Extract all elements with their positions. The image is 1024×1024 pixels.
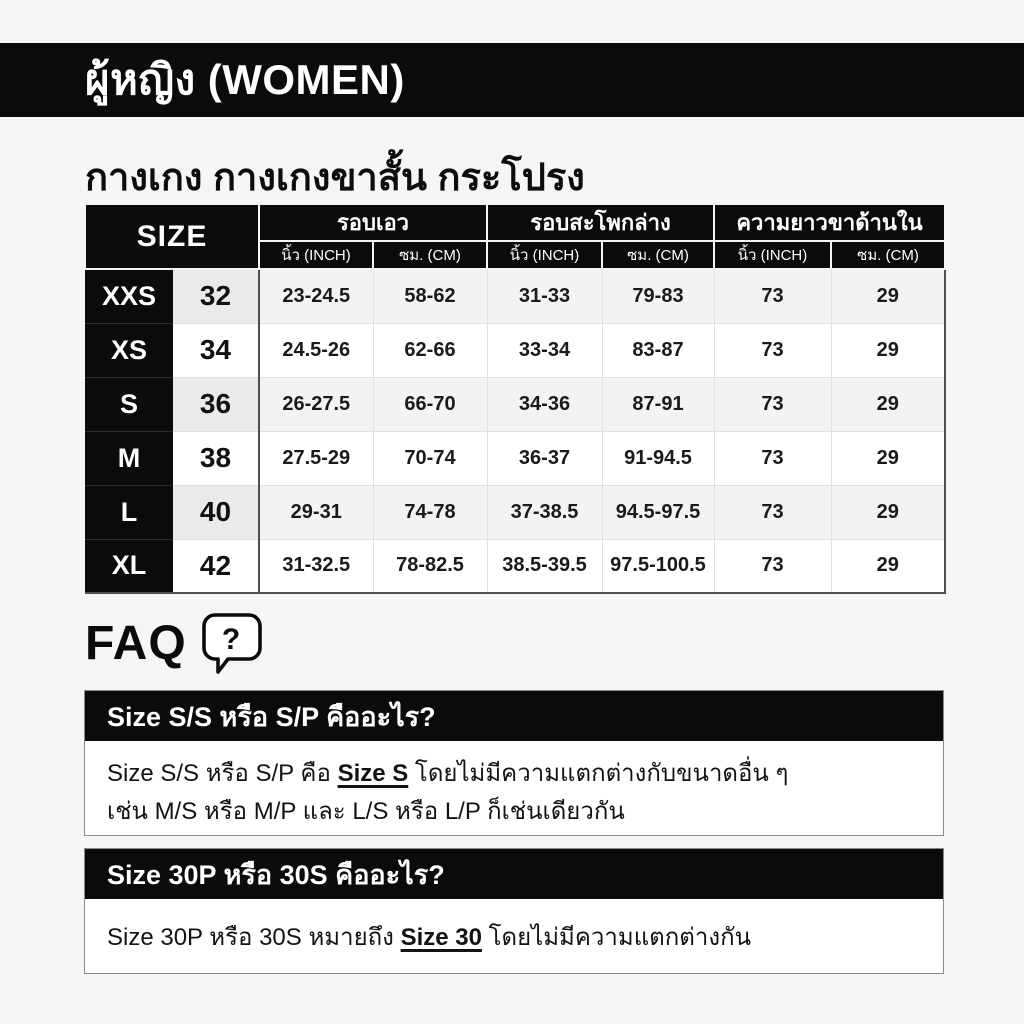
inseam-cm-value: 29 [831,485,945,539]
table-row-s [85,377,945,431]
inseam-inch-value: 73 [714,485,831,539]
hip-inch-value: 36-37 [487,431,602,485]
table-group-header-row [85,204,945,241]
hip-inch-value: 38.5-39.5 [487,539,602,593]
page-title: ผู้หญิง (WOMEN) [85,56,405,103]
section-title: กางเกง กางเกงขาสั้น กระโปรง [85,157,585,199]
faq-answer-line1: Size 30P หรือ 30S หมายถึง Size 30 โดยไม่มีความแตกต่างกัน [107,924,752,951]
inseam-inch-value: 73 [714,269,831,323]
faq-heading [85,612,263,674]
header-banner [0,43,1024,117]
table-row-m [85,431,945,485]
size-label: XL [85,539,173,593]
faq-question-bar [85,691,943,741]
inseam-inch-header: นิ้ว (INCH) [714,241,831,269]
waist-cm-value: 74-78 [373,485,487,539]
faq-item-1 [84,690,944,836]
hip-cm-header: ซม. (CM) [602,241,714,269]
faq-answer [85,741,943,831]
faq-question-bar [85,849,943,899]
faq-answer-line2: เช่น M/S หรือ M/P และ L/S หรือ L/P ก็เช่นเดียวกัน [107,798,625,825]
hip-cm-value: 87-91 [602,377,714,431]
inseam-cm-value: 29 [831,431,945,485]
waist-cm-header: ซม. (CM) [373,241,487,269]
waist-inch-value: 29-31 [259,485,373,539]
waist-inch-value: 23-24.5 [259,269,373,323]
faq-answer [85,899,943,957]
waist-inch-header: นิ้ว (INCH) [259,241,373,269]
inseam-inch-value: 73 [714,377,831,431]
hip-cm-value: 91-94.5 [602,431,714,485]
waist-inch-value: 26-27.5 [259,377,373,431]
faq-answer-highlight: Size 30 [400,924,482,951]
hip-cm-value: 83-87 [602,323,714,377]
hip-cm-value: 79-83 [602,269,714,323]
faq-question-text: Size S/S หรือ S/P คืออะไร? [107,701,436,732]
inseam-cm-value: 29 [831,323,945,377]
table-row-xl [85,539,945,593]
hip-inch-value: 33-34 [487,323,602,377]
waist-cm-value: 70-74 [373,431,487,485]
table-row-xs [85,323,945,377]
inseam-inch-value: 73 [714,539,831,593]
waist-cm-value: 78-82.5 [373,539,487,593]
size-number: 38 [173,431,259,485]
waist-inch-value: 24.5-26 [259,323,373,377]
hip-group-header: รอบสะโพกล่าง [487,204,714,241]
inseam-cm-value: 29 [831,539,945,593]
faq-answer-highlight: Size S [337,760,409,787]
hip-inch-value: 37-38.5 [487,485,602,539]
size-label: XS [85,323,173,377]
waist-cm-value: 58-62 [373,269,487,323]
size-corner-header: SIZE [85,204,259,269]
size-number: 32 [173,269,259,323]
size-label: XXS [85,269,173,323]
hip-inch-header: นิ้ว (INCH) [487,241,602,269]
svg-text:?: ? [221,623,240,656]
faq-title: FAQ [85,616,187,670]
waist-cm-value: 62-66 [373,323,487,377]
waist-cm-value: 66-70 [373,377,487,431]
waist-inch-value: 27.5-29 [259,431,373,485]
waist-group-header: รอบเอว [259,204,487,241]
inseam-cm-value: 29 [831,269,945,323]
faq-item-2 [84,848,944,974]
hip-inch-value: 31-33 [487,269,602,323]
table-row-l [85,485,945,539]
hip-cm-value: 94.5-97.5 [602,485,714,539]
faq-answer-line1: Size S/S หรือ S/P คือ Size S โดยไม่มีความแตกต่างกับขนาดอื่น ๆ [107,760,789,787]
inseam-group-header: ความยาวขาด้านใน [714,204,945,241]
size-number: 40 [173,485,259,539]
size-label: L [85,485,173,539]
size-number: 34 [173,323,259,377]
waist-inch-value: 31-32.5 [259,539,373,593]
size-label: M [85,431,173,485]
inseam-inch-value: 73 [714,323,831,377]
table-row-xxs [85,269,945,323]
faq-question-text: Size 30P หรือ 30S คืออะไร? [107,859,445,890]
hip-cm-value: 97.5-100.5 [602,539,714,593]
inseam-cm-value: 29 [831,377,945,431]
size-label: S [85,377,173,431]
hip-inch-value: 34-36 [487,377,602,431]
inseam-inch-value: 73 [714,431,831,485]
size-table [84,203,946,594]
size-number: 42 [173,539,259,593]
size-number: 36 [173,377,259,431]
inseam-cm-header: ซม. (CM) [831,241,945,269]
question-bubble-icon [201,612,263,674]
